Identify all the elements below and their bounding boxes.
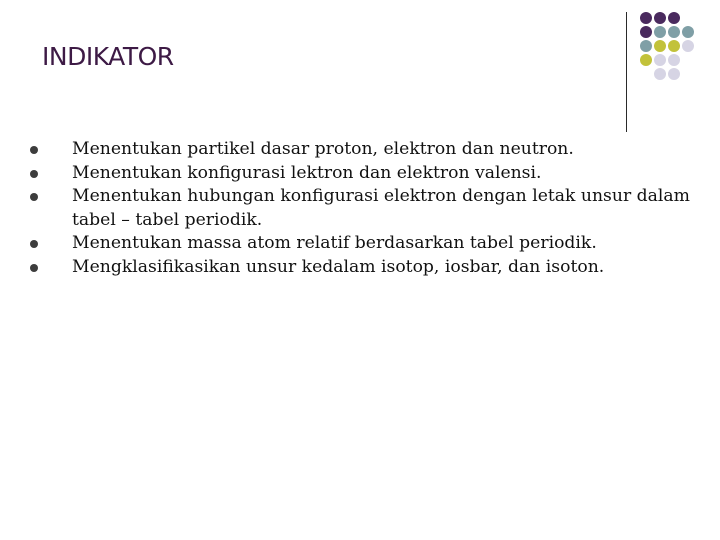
bullet-text: Menentukan hubungan konfigurasi elektron dengan letak unsur dalam tabel – tabel periodik. <box>72 186 690 230</box>
bullet-icon <box>30 193 38 201</box>
bullet-item <box>28 185 708 232</box>
decorative-dot <box>654 68 666 80</box>
slide-title: INDIKATOR <box>42 42 174 71</box>
decorative-dot <box>668 54 680 66</box>
decorative-dot <box>640 54 652 66</box>
decorative-dot <box>654 40 666 52</box>
bullet-icon <box>30 146 38 154</box>
bullet-item <box>28 232 708 256</box>
bullet-icon <box>30 240 38 248</box>
decorative-dot <box>640 26 652 38</box>
decorative-dot <box>668 68 680 80</box>
bullet-list <box>28 138 708 279</box>
bullet-text: Mengklasifikasikan unsur kedalam isotop, iosbar, dan isoton. <box>72 256 605 277</box>
decorative-dot <box>668 12 680 24</box>
bullet-icon <box>30 170 38 178</box>
decorative-dot <box>654 26 666 38</box>
bullet-item <box>28 138 708 162</box>
decorative-dot <box>640 12 652 24</box>
decorative-dot <box>640 40 652 52</box>
decorative-dot <box>682 26 694 38</box>
bullet-icon <box>30 264 38 272</box>
bullet-text: Menentukan partikel dasar proton, elektron dan neutron. <box>72 139 574 159</box>
decorative-dot <box>654 54 666 66</box>
bullet-item <box>28 162 708 186</box>
bullet-item <box>28 256 708 280</box>
decorative-dot <box>668 40 680 52</box>
decorative-dot <box>654 12 666 24</box>
bullet-text: Menentukan konfigurasi lektron dan elektron valensi. <box>72 162 542 183</box>
divider-line <box>626 12 627 132</box>
decorative-dot <box>668 26 680 38</box>
decorative-dot <box>682 40 694 52</box>
bullet-text: Menentukan massa atom relatif berdasarkan tabel periodik. <box>72 233 597 253</box>
